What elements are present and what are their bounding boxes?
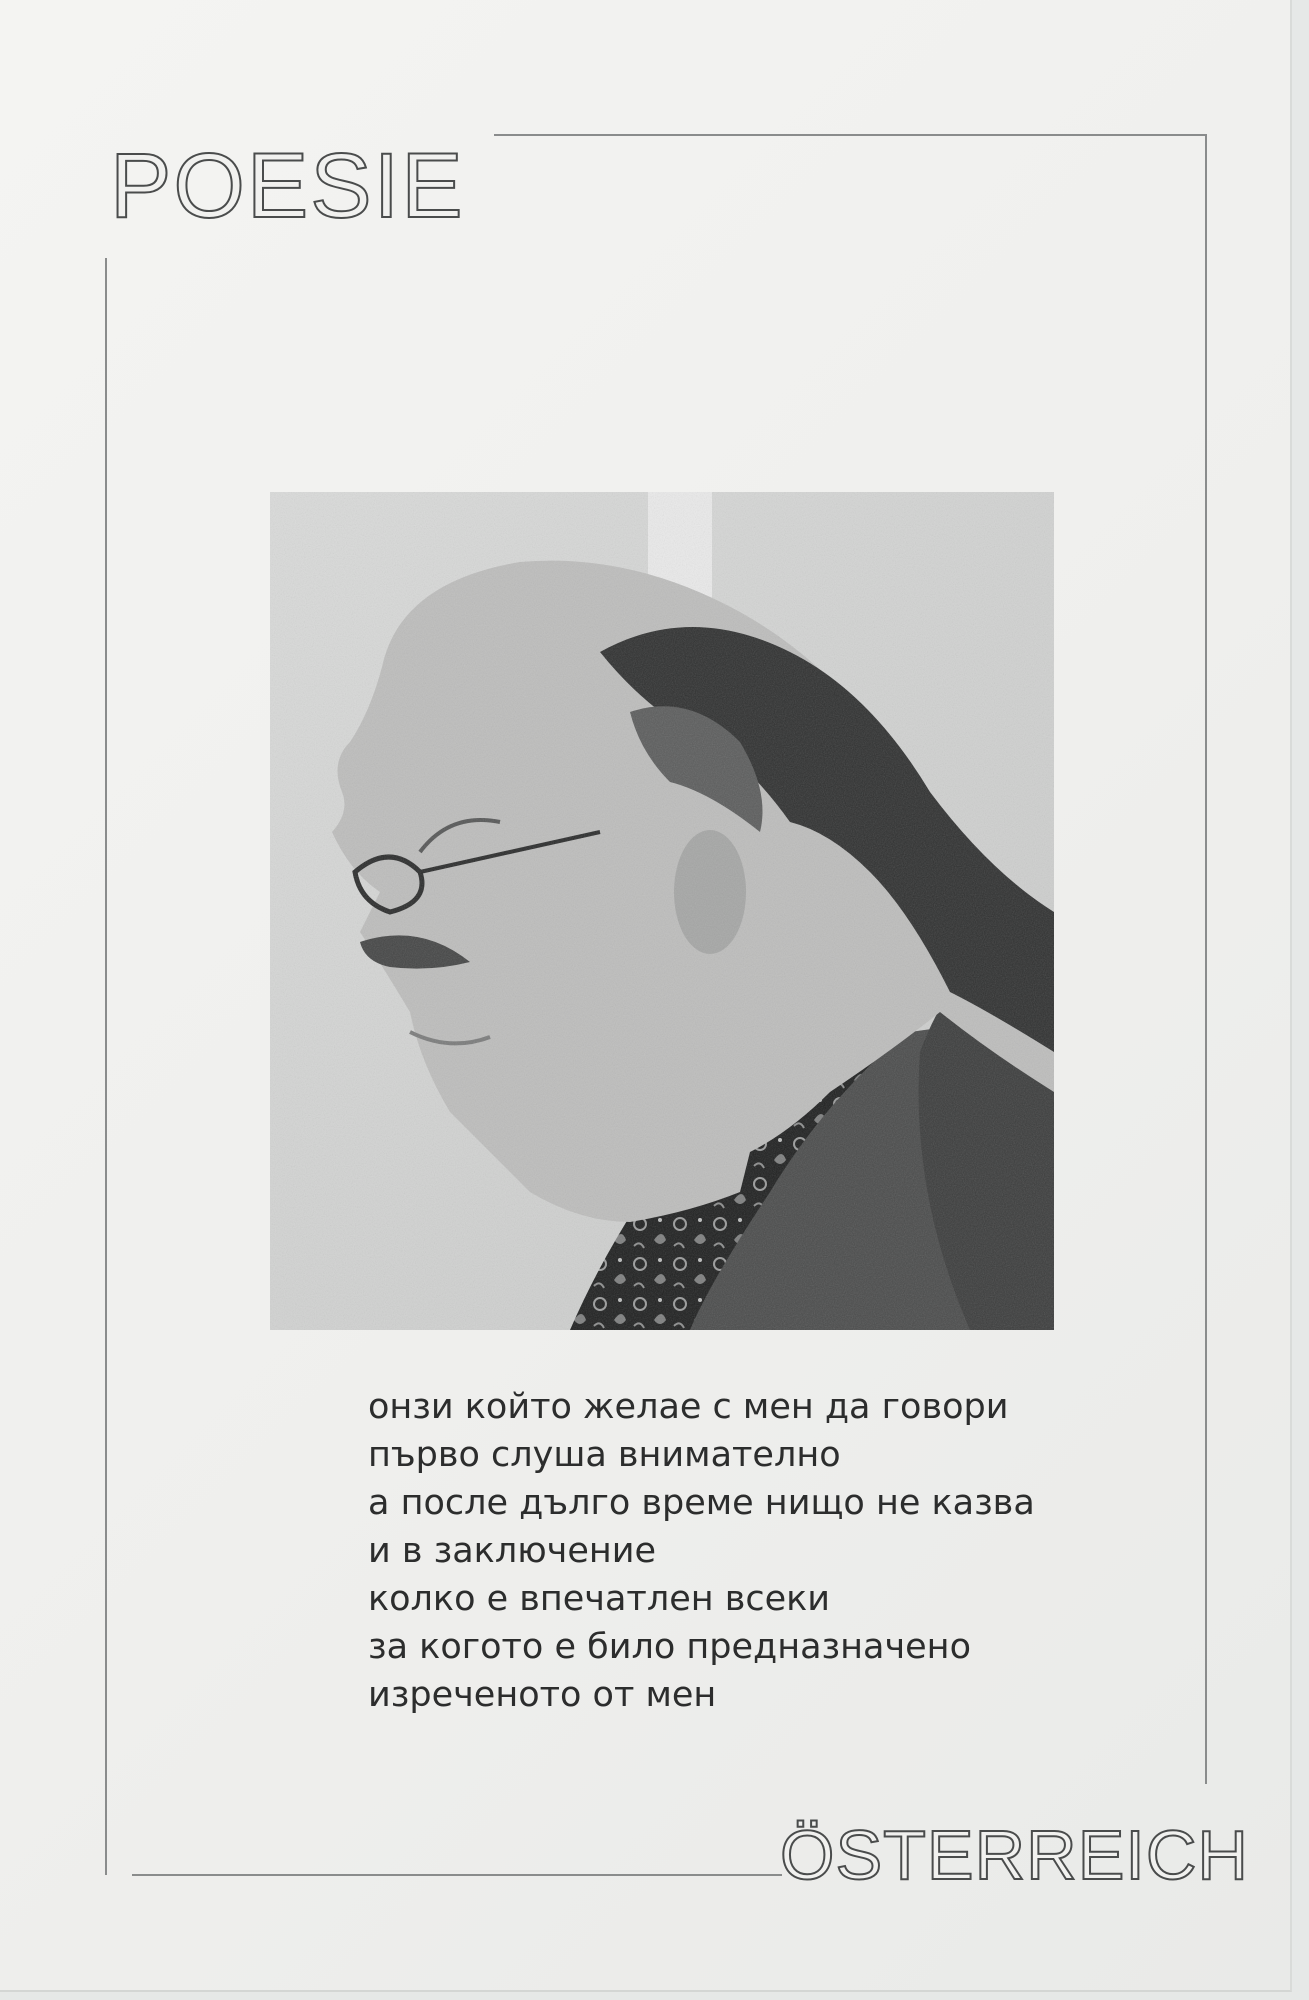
poem-line: онзи който желае с мен да говори — [368, 1387, 1009, 1427]
poem-line: а после дълго време нищо не казва — [368, 1483, 1035, 1523]
poem — [368, 1383, 1035, 1719]
cover-title: POESIE — [110, 135, 465, 237]
frame-line-left — [105, 258, 107, 1875]
poem-line: колко е впечатлен всеки — [368, 1579, 831, 1619]
poem-line: за когото е било предназначено — [368, 1627, 971, 1667]
author-portrait — [270, 492, 1054, 1330]
cover-subtitle: ÖSTERREICH — [780, 1816, 1249, 1894]
poem-line: и в заключение — [368, 1531, 657, 1571]
frame-line-bottom — [132, 1874, 782, 1876]
frame-line-right — [1205, 134, 1207, 1784]
frame-line-top — [494, 134, 1206, 136]
poem-line: изреченото от мен — [368, 1675, 717, 1715]
poem-line: първо слуша внимателно — [368, 1435, 841, 1475]
